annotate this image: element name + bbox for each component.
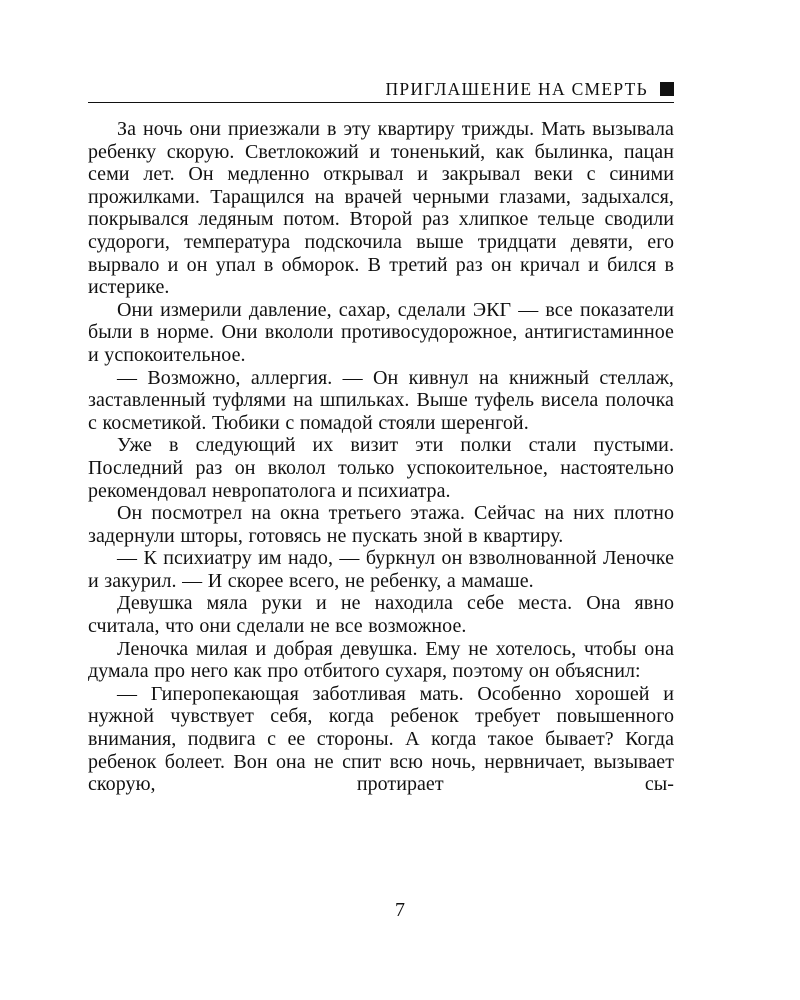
paragraph: За ночь они приезжали в эту квартиру трижды. Мать вызывала ребенку скорую. Светлокожий и тоненький, как былинка, пацан семи лет. Он медленно открывал и закрывал веки с синими прожилками. Таращился на врачей черными глазами, задыхался, покрывался ледяным потом. Второй раз хлипкое тельце сводили судороги, температура подскочила выше тридцати девяти, его вырвало и он упал в обморок. В третий раз он кричал и бился в истерике.: [88, 118, 674, 299]
paragraph: Девушка мяла руки и не находила себе места. Она явно считала, что они сделали не все возможное.: [88, 592, 674, 638]
paragraph: Уже в следующий их визит эти полки стали пустыми. Последний раз он вколол только успокоительное, настоятельно рекомендовал невропатолога и психиатра.: [88, 434, 674, 502]
running-head: [88, 76, 674, 103]
paragraph: — К психиатру им надо, — буркнул он взволнованной Леночке и закурил. — И скорее всего, не ребенку, а мамаше.: [88, 547, 674, 592]
paragraph: Они измерили давление, сахар, сделали ЭКГ — все показатели были в норме. Они вкололи противосудорожное, антигистаминное и успокоительное.: [88, 298, 674, 366]
paragraph: Леночка милая и добрая девушка. Ему не хотелось, чтобы она думала про него как про отбитого сухаря, поэтому он объяснил:: [88, 637, 674, 683]
black-square-icon: [660, 82, 674, 96]
paragraph: — Возможно, аллергия. — Он кивнул на книжный стеллаж, заставленный туфлями на шпильках. Выше туфель висела полочка с косметикой. Тюбики с помадой стояли шеренгой.: [88, 366, 674, 434]
running-title: ПРИГЛАШЕНИЕ НА СМЕРТЬ: [385, 79, 648, 99]
paragraph: Он посмотрел на окна третьего этажа. Сейчас на них плотно задернули шторы, готовясь не пускать зной в квартиру.: [88, 502, 674, 547]
body-text: [88, 118, 674, 796]
page-number: 7: [395, 899, 405, 921]
paragraph: — Гиперопекающая заботливая мать. Особенно хорошей и нужной чувствует себя, когда ребенок требует повышенного внимания, подвига с ее стороны. А когда такое бывает? Когда ребенок болеет. Вон она не спит всю ночь, нервничает, вызывает скорую, протирает сы-: [88, 682, 674, 796]
